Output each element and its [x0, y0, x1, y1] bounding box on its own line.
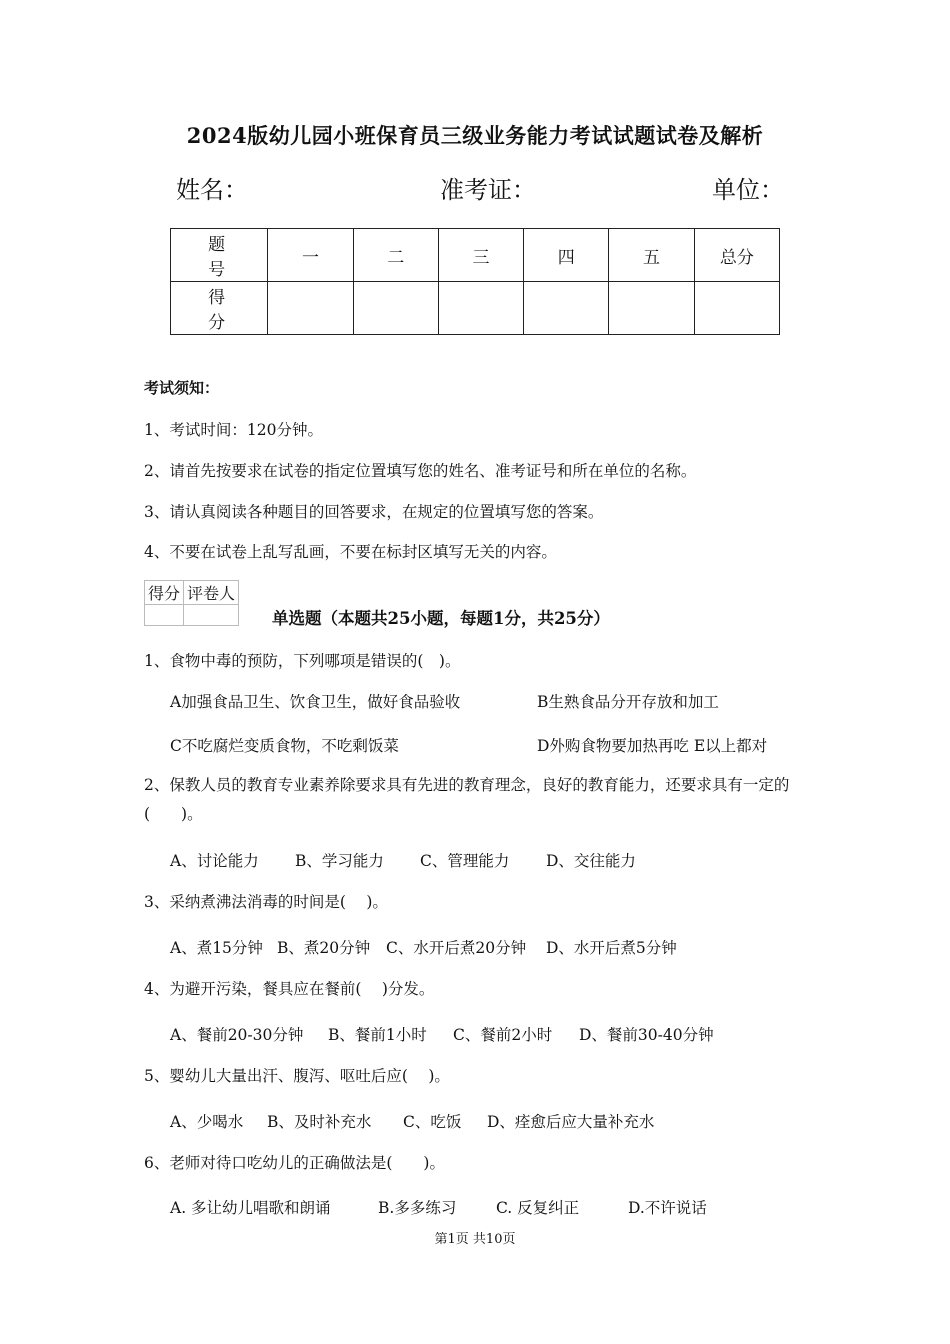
question-text: 1、食物中毒的预防，下列哪项是错误的( )。	[144, 652, 461, 670]
score-table	[170, 228, 780, 335]
score-cell[interactable]	[609, 282, 694, 335]
notice-item: 3、请认真阅读各种题目的回答要求，在规定的位置填写您的答案。	[144, 503, 604, 521]
name-label: 姓名：	[176, 176, 248, 204]
question-option[interactable]: C、管理能力	[420, 852, 510, 870]
question-option[interactable]: A、少喝水	[170, 1113, 244, 1131]
question-option[interactable]: C. 反复纠正	[496, 1199, 580, 1217]
score-table-header-cell: 题 号	[171, 229, 268, 282]
question-text: 2、保教人员的教育专业素养除要求具有先进的教育理念，良好的教育能力，还要求具有一定的( )。	[144, 776, 790, 823]
question-option[interactable]: D、餐前30-40分钟	[579, 1026, 714, 1044]
score-table-header-cell: 四	[524, 229, 609, 282]
notice-title: 考试须知：	[144, 379, 220, 397]
question-option[interactable]: D、痊愈后应大量补充水	[487, 1113, 655, 1131]
question-option[interactable]: D、交往能力	[546, 852, 636, 870]
unit-label: 单位：	[712, 176, 784, 204]
question-option[interactable]: B、餐前1小时	[328, 1026, 427, 1044]
section-title: 单选题（本题共25小题，每题1分，共25分）	[272, 609, 610, 628]
score-table-header-cell: 一	[268, 229, 353, 282]
score-cell[interactable]	[524, 282, 609, 335]
question-option[interactable]: D外购食物要加热再吃 E以上都对	[537, 737, 768, 755]
score-table-header-cell: 二	[353, 229, 438, 282]
grader-reviewer-label: 评卷人	[184, 581, 239, 605]
notice-item: 1、考试时间：120分钟。	[144, 421, 323, 439]
question-option[interactable]: B生熟食品分开存放和加工	[537, 693, 719, 711]
question-option[interactable]: A、煮15分钟	[170, 939, 263, 957]
score-table-header-cell: 总分	[694, 229, 779, 282]
notice-item: 2、请首先按要求在试卷的指定位置填写您的姓名、准考证号和所在单位的名称。	[144, 462, 697, 480]
score-cell[interactable]	[268, 282, 353, 335]
score-table-header-cell: 三	[438, 229, 523, 282]
grader-score-label: 得分	[145, 581, 184, 605]
question-option[interactable]: B.多多练习	[378, 1199, 457, 1217]
score-table-header-cell: 五	[609, 229, 694, 282]
ticket-label: 准考证：	[440, 176, 536, 204]
score-table-score-row	[171, 282, 780, 335]
score-cell[interactable]	[438, 282, 523, 335]
question-option[interactable]: D、水开后煮5分钟	[546, 939, 677, 957]
page-title: 2024版幼儿园小班保育员三级业务能力考试试题试卷及解析	[186, 123, 764, 148]
score-cell[interactable]	[353, 282, 438, 335]
score-cell[interactable]	[694, 282, 779, 335]
question-option[interactable]: A、讨论能力	[170, 852, 259, 870]
question-option[interactable]: B、学习能力	[295, 852, 384, 870]
grader-box	[144, 580, 239, 626]
question-option[interactable]: A. 多让幼儿唱歌和朗诵	[170, 1199, 331, 1217]
question-text: 6、老师对待口吃幼儿的正确做法是( )。	[144, 1154, 445, 1172]
notice-item: 4、不要在试卷上乱写乱画，不要在标封区填写无关的内容。	[144, 543, 557, 561]
question-option[interactable]: C、餐前2小时	[453, 1026, 553, 1044]
question-text: 4、为避开污染，餐具应在餐前( )分发。	[144, 980, 435, 998]
score-table-header-row	[171, 229, 780, 282]
question-option[interactable]: A、餐前20-30分钟	[170, 1026, 304, 1044]
question-option[interactable]: C、水开后煮20分钟	[386, 939, 527, 957]
question-text: 5、婴幼儿大量出汗、腹泻、呕吐后应( )。	[144, 1067, 450, 1085]
question-option[interactable]: B、煮20分钟	[277, 939, 371, 957]
grader-reviewer-cell[interactable]	[184, 605, 239, 626]
question-option[interactable]: A加强食品卫生、饮食卫生，做好食品验收	[170, 693, 461, 711]
score-row-label: 得 分	[171, 282, 268, 335]
question-option[interactable]: C、吃饭	[403, 1113, 462, 1131]
question-option[interactable]: D.不许说话	[628, 1199, 707, 1217]
question-option[interactable]: B、及时补充水	[267, 1113, 372, 1131]
question-text: 3、采纳煮沸法消毒的时间是( )。	[144, 893, 388, 911]
question-option[interactable]: C不吃腐烂变质食物，不吃剩饭菜	[170, 737, 399, 755]
page-footer: 第1页 共10页	[434, 1232, 516, 1247]
grader-score-cell[interactable]	[145, 605, 184, 626]
